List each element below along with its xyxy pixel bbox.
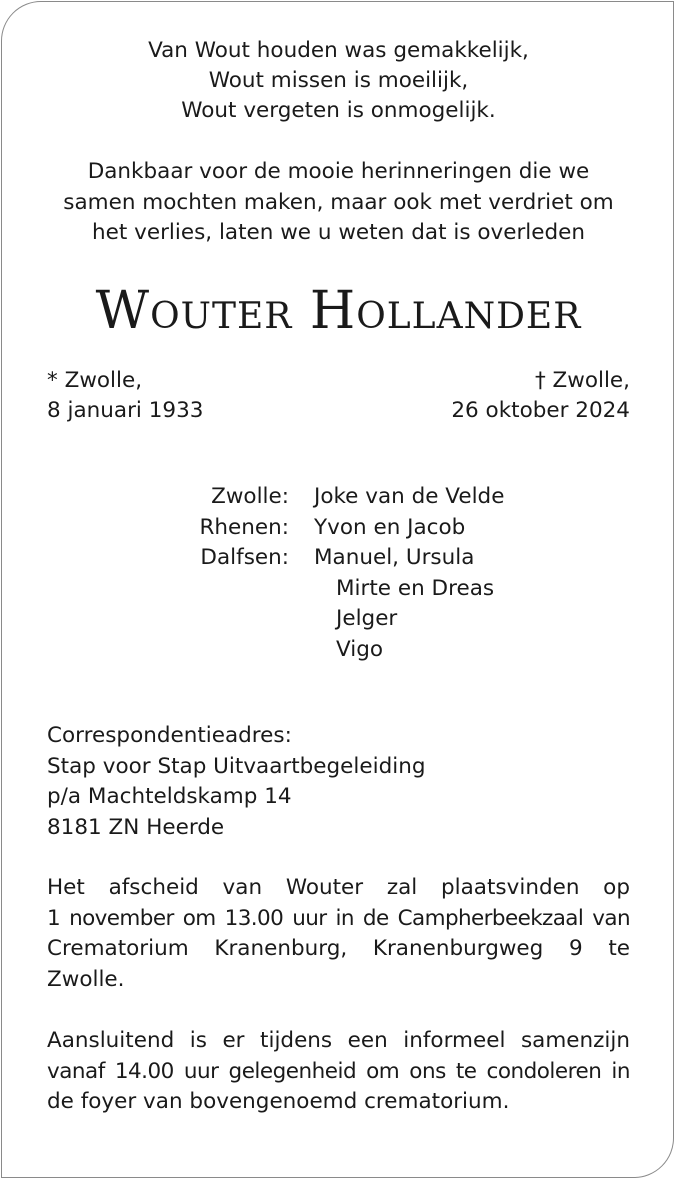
address-line: Correspondentieadres: bbox=[47, 723, 292, 748]
family-names: Manuel, Ursula bbox=[314, 545, 475, 570]
family-row bbox=[0, 543, 677, 574]
family-row bbox=[0, 604, 677, 635]
intro-line: Dankbaar voor de mooie herinneringen die we bbox=[87, 159, 590, 184]
family-names: Mirte en Dreas bbox=[336, 575, 495, 601]
address-line: 8181 ZN Heerde bbox=[47, 814, 225, 840]
death-place: † Zwolle, bbox=[534, 368, 630, 393]
farewell-paragraph bbox=[47, 873, 630, 995]
birth-place: * Zwolle, bbox=[47, 368, 143, 393]
family-names: Jelger bbox=[336, 606, 398, 631]
address-line: Stap voor Stap Uitvaartbegeleiding bbox=[47, 753, 426, 779]
gathering-line: Aansluitend is er tijdens een informeel samenzijn bbox=[47, 1028, 630, 1053]
motto-verse bbox=[0, 36, 677, 126]
family-list bbox=[0, 482, 677, 665]
family-names: Yvon en Jacob bbox=[314, 514, 466, 540]
gathering-paragraph bbox=[47, 1026, 630, 1118]
correspondence-address bbox=[47, 721, 425, 843]
intro-line: het verlies, laten we u weten dat is overleden bbox=[92, 220, 585, 245]
farewell-line: Crematorium Kranenburg, Kranenburgweg 9 te bbox=[47, 936, 630, 961]
deceased-name: Wouter Hollander bbox=[95, 281, 582, 341]
family-row bbox=[0, 574, 677, 605]
family-place: Zwolle: bbox=[211, 484, 289, 509]
birth-date: 8 januari 1933 bbox=[47, 398, 204, 423]
death-date: 26 oktober 2024 bbox=[451, 398, 630, 423]
intro-text bbox=[0, 157, 677, 249]
family-row bbox=[0, 482, 677, 513]
address-line: p/a Machteldskamp 14 bbox=[47, 784, 292, 809]
family-place: Dalfsen: bbox=[200, 545, 289, 570]
motto-line: Wout missen is moeilijk, bbox=[208, 68, 469, 93]
death-info bbox=[451, 366, 630, 426]
farewell-line: Zwolle. bbox=[47, 966, 125, 992]
farewell-line: 1 november om 13.00 uur in de Campherbeekzaal van bbox=[47, 905, 630, 931]
family-row bbox=[0, 513, 677, 544]
birth-info bbox=[47, 366, 203, 426]
farewell-line: Het afscheid van Wouter zal plaatsvinden op bbox=[47, 875, 630, 900]
motto-line: Wout vergeten is onmogelijk. bbox=[181, 98, 496, 123]
motto-line: Van Wout houden was gemakkelijk, bbox=[148, 38, 529, 63]
family-place: Rhenen: bbox=[199, 514, 289, 540]
gathering-line: vanaf 14.00 uur gelegenheid om ons te condoleren in bbox=[47, 1058, 630, 1084]
gathering-line: de foyer van bovengenoemd crematorium. bbox=[47, 1089, 510, 1114]
intro-line: samen mochten maken, maar ook met verdriet om bbox=[63, 189, 614, 215]
family-names: Joke van de Velde bbox=[314, 484, 505, 509]
family-names: Vigo bbox=[336, 636, 384, 662]
family-row bbox=[0, 635, 677, 666]
